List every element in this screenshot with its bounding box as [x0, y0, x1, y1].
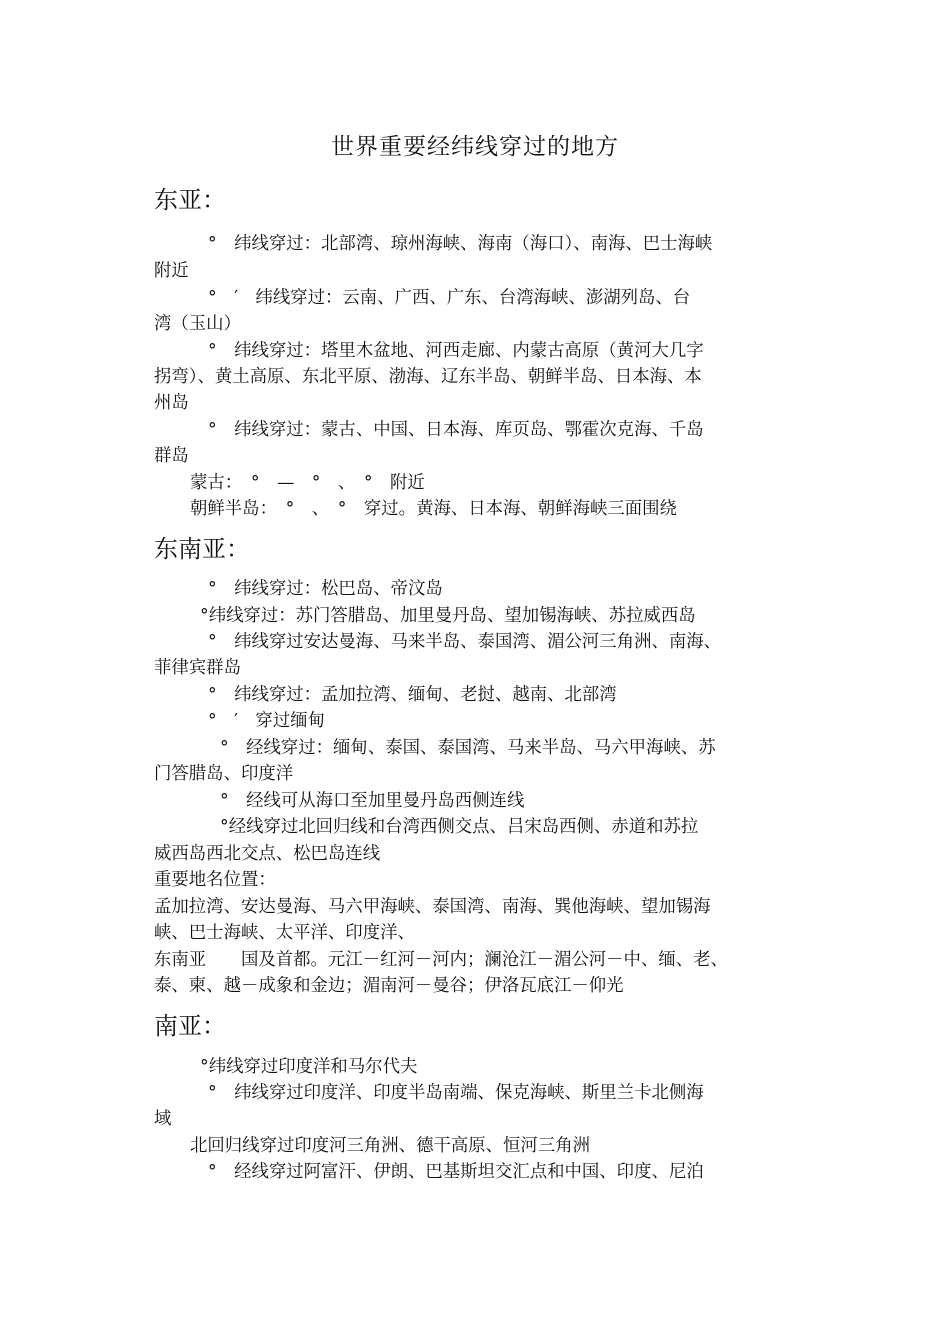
- southeast-asia-place-names-label: 重要地名位置：: [154, 870, 276, 890]
- east-asia-line-2: ° ′ 纬线穿过：云南、广西、广东、台湾海峡、澎湖列岛、台: [208, 288, 691, 308]
- south-asia-line-2: ° 纬线穿过印度洋、印度半岛南端、保克海峡、斯里兰卡北侧海: [208, 1083, 704, 1103]
- southeast-asia-line-3: ° 纬线穿过安达曼海、马来半岛、泰国湾、湄公河三角洲、南海、: [208, 632, 722, 652]
- section-heading-east-asia: 东亚：: [154, 186, 226, 214]
- southeast-asia-capitals: 东南亚 国及首都。元江－红河－河内；澜沧江－湄公河－中、缅、老、: [154, 950, 728, 970]
- east-asia-line-4: ° 纬线穿过：蒙古、中国、日本海、库页岛、鄂霍次克海、千岛: [208, 420, 704, 440]
- south-asia-line-1: °纬线穿过印度洋和马尔代夫: [200, 1057, 418, 1077]
- southeast-asia-line-4: ° 纬线穿过：孟加拉湾、缅甸、老挝、越南、北部湾: [208, 685, 617, 705]
- southeast-asia-line-6-cont: 门答腊岛、印度洋: [154, 764, 294, 784]
- southeast-asia-line-8-cont: 威西岛西北交点、松巴岛连线: [154, 844, 381, 864]
- southeast-asia-line-2: °纬线穿过：苏门答腊岛、加里曼丹岛、望加锡海峡、苏拉威西岛: [200, 606, 696, 626]
- southeast-asia-line-3-cont: 菲律宾群岛: [154, 658, 241, 678]
- southeast-asia-line-8: °经线穿过北回归线和台湾西侧交点、吕宋岛西侧、赤道和苏拉: [220, 817, 699, 837]
- south-asia-line-2-cont: 域: [154, 1109, 172, 1129]
- east-asia-korea: 朝鲜半岛： ° 、 ° 穿过。黄海、日本海、朝鲜海峡三面围绕: [190, 499, 677, 519]
- section-heading-south-asia: 南亚：: [154, 1012, 226, 1040]
- east-asia-line-3-cont2: 州岛: [154, 393, 189, 413]
- document-title: 世界重要经纬线穿过的地方: [331, 134, 619, 160]
- southeast-asia-capitals-cont: 泰、柬、越－成象和金边；湄南河－曼谷；伊洛瓦底江－仰光: [154, 976, 624, 996]
- southeast-asia-place-names-cont: 峡、巴士海峡、太平洋、印度洋、: [154, 923, 415, 943]
- southeast-asia-line-6: ° 经线穿过：缅甸、泰国、泰国湾、马来半岛、马六甲海峡、苏: [220, 738, 716, 758]
- southeast-asia-line-5: ° ′ 穿过缅甸: [208, 711, 325, 731]
- southeast-asia-line-7: ° 经线可从海口至加里曼丹岛西侧连线: [220, 791, 525, 811]
- east-asia-line-3: ° 纬线穿过：塔里木盆地、河西走廊、内蒙古高原（黄河大几字: [208, 341, 704, 361]
- east-asia-line-1-cont: 附近: [154, 261, 189, 281]
- east-asia-line-3-cont: 拐弯）、黄土高原、东北平原、渤海、辽东半岛、朝鲜半岛、日本海、本: [154, 367, 702, 387]
- south-asia-line-3: 北回归线穿过印度河三角洲、德干高原、恒河三角洲: [190, 1136, 590, 1156]
- east-asia-line-1: ° 纬线穿过：北部湾、琼州海峡、海南（海口）、南海、巴士海峡: [208, 234, 713, 254]
- east-asia-mongolia: 蒙古： ° — ° 、 ° 附近: [190, 473, 425, 493]
- southeast-asia-place-names: 孟加拉湾、安达曼海、马六甲海峡、泰国湾、南海、巽他海峡、望加锡海: [154, 897, 711, 917]
- east-asia-line-4-cont: 群岛: [154, 446, 189, 466]
- east-asia-line-2-cont: 湾（玉山）: [154, 314, 241, 334]
- south-asia-line-4: ° 经线穿过阿富汗、伊朗、巴基斯坦交汇点和中国、印度、尼泊: [208, 1162, 704, 1182]
- section-heading-southeast-asia: 东南亚：: [154, 535, 250, 563]
- southeast-asia-line-1: ° 纬线穿过：松巴岛、帝汶岛: [208, 579, 443, 599]
